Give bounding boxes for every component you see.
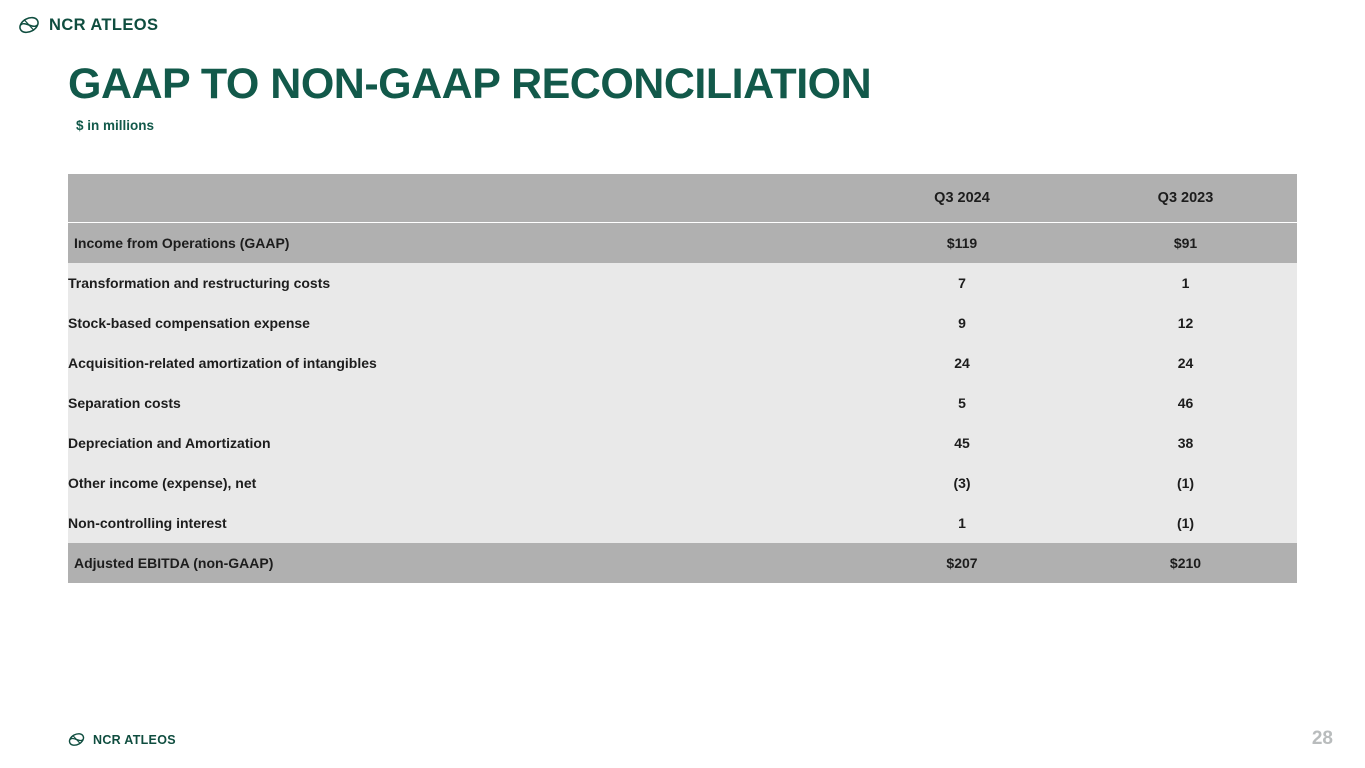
brand-footer bbox=[68, 731, 176, 748]
row-value-q3-2024: 1 bbox=[958, 515, 966, 531]
table-row bbox=[68, 503, 1297, 543]
brand-header bbox=[18, 14, 158, 36]
row-label: Other income (expense), net bbox=[68, 475, 257, 491]
brand-name: NCR ATLEOS bbox=[49, 15, 159, 34]
page-title: GAAP TO NON-GAAP RECONCILIATION bbox=[68, 60, 872, 108]
row-label: Stock-based compensation expense bbox=[68, 315, 310, 331]
row-value-q3-2024: 5 bbox=[958, 395, 966, 411]
column-header-q3-2024: Q3 2024 bbox=[934, 190, 990, 206]
row-value-q3-2023: $210 bbox=[1169, 555, 1202, 571]
brand-name: NCR ATLEOS bbox=[93, 732, 176, 747]
table-row bbox=[68, 423, 1297, 463]
reconciliation-table-container bbox=[68, 174, 1297, 583]
table-row bbox=[68, 543, 1297, 583]
row-value-q3-2023: 46 bbox=[1177, 395, 1194, 411]
row-value-q3-2024: (3) bbox=[953, 475, 971, 491]
row-value-q3-2023: (1) bbox=[1176, 475, 1195, 491]
row-value-q3-2023: (1) bbox=[1176, 515, 1195, 531]
table-row bbox=[68, 383, 1297, 423]
row-value-q3-2024: 9 bbox=[958, 315, 966, 331]
row-label: Non-controlling interest bbox=[68, 515, 227, 531]
row-label: Separation costs bbox=[68, 395, 181, 411]
row-value-q3-2024: $119 bbox=[946, 235, 978, 251]
row-value-q3-2024: 45 bbox=[954, 435, 970, 451]
table-row bbox=[68, 463, 1297, 503]
row-value-q3-2023: $91 bbox=[1173, 235, 1198, 251]
table-row bbox=[68, 263, 1297, 303]
table-row bbox=[68, 223, 1297, 263]
row-label: Acquisition-related amortization of intangibles bbox=[68, 355, 377, 371]
row-value-q3-2023: 1 bbox=[1181, 275, 1190, 291]
table-header-row bbox=[68, 174, 1297, 222]
row-value-q3-2024: 24 bbox=[954, 355, 970, 371]
reconciliation-table bbox=[68, 174, 1297, 583]
row-value-q3-2023: 12 bbox=[1177, 315, 1194, 331]
page-subtitle: $ in millions bbox=[76, 118, 155, 133]
row-label: Depreciation and Amortization bbox=[68, 435, 271, 451]
table-row bbox=[68, 343, 1297, 383]
column-header-label bbox=[68, 174, 850, 222]
row-label: Transformation and restructuring costs bbox=[68, 275, 331, 291]
row-value-q3-2024: 7 bbox=[958, 275, 966, 291]
ncr-atleos-globe-icon bbox=[18, 14, 40, 36]
row-value-q3-2024: $207 bbox=[946, 555, 978, 571]
row-value-q3-2023: 38 bbox=[1177, 435, 1194, 451]
page-number: 28 bbox=[1311, 728, 1333, 749]
row-value-q3-2023: 24 bbox=[1177, 355, 1194, 371]
column-header-q3-2023: Q3 2023 bbox=[1157, 190, 1214, 206]
table-row bbox=[68, 303, 1297, 343]
row-label: Income from Operations (GAAP) bbox=[74, 235, 290, 251]
row-label: Adjusted EBITDA (non-GAAP) bbox=[74, 555, 274, 571]
ncr-atleos-globe-icon bbox=[68, 731, 85, 748]
